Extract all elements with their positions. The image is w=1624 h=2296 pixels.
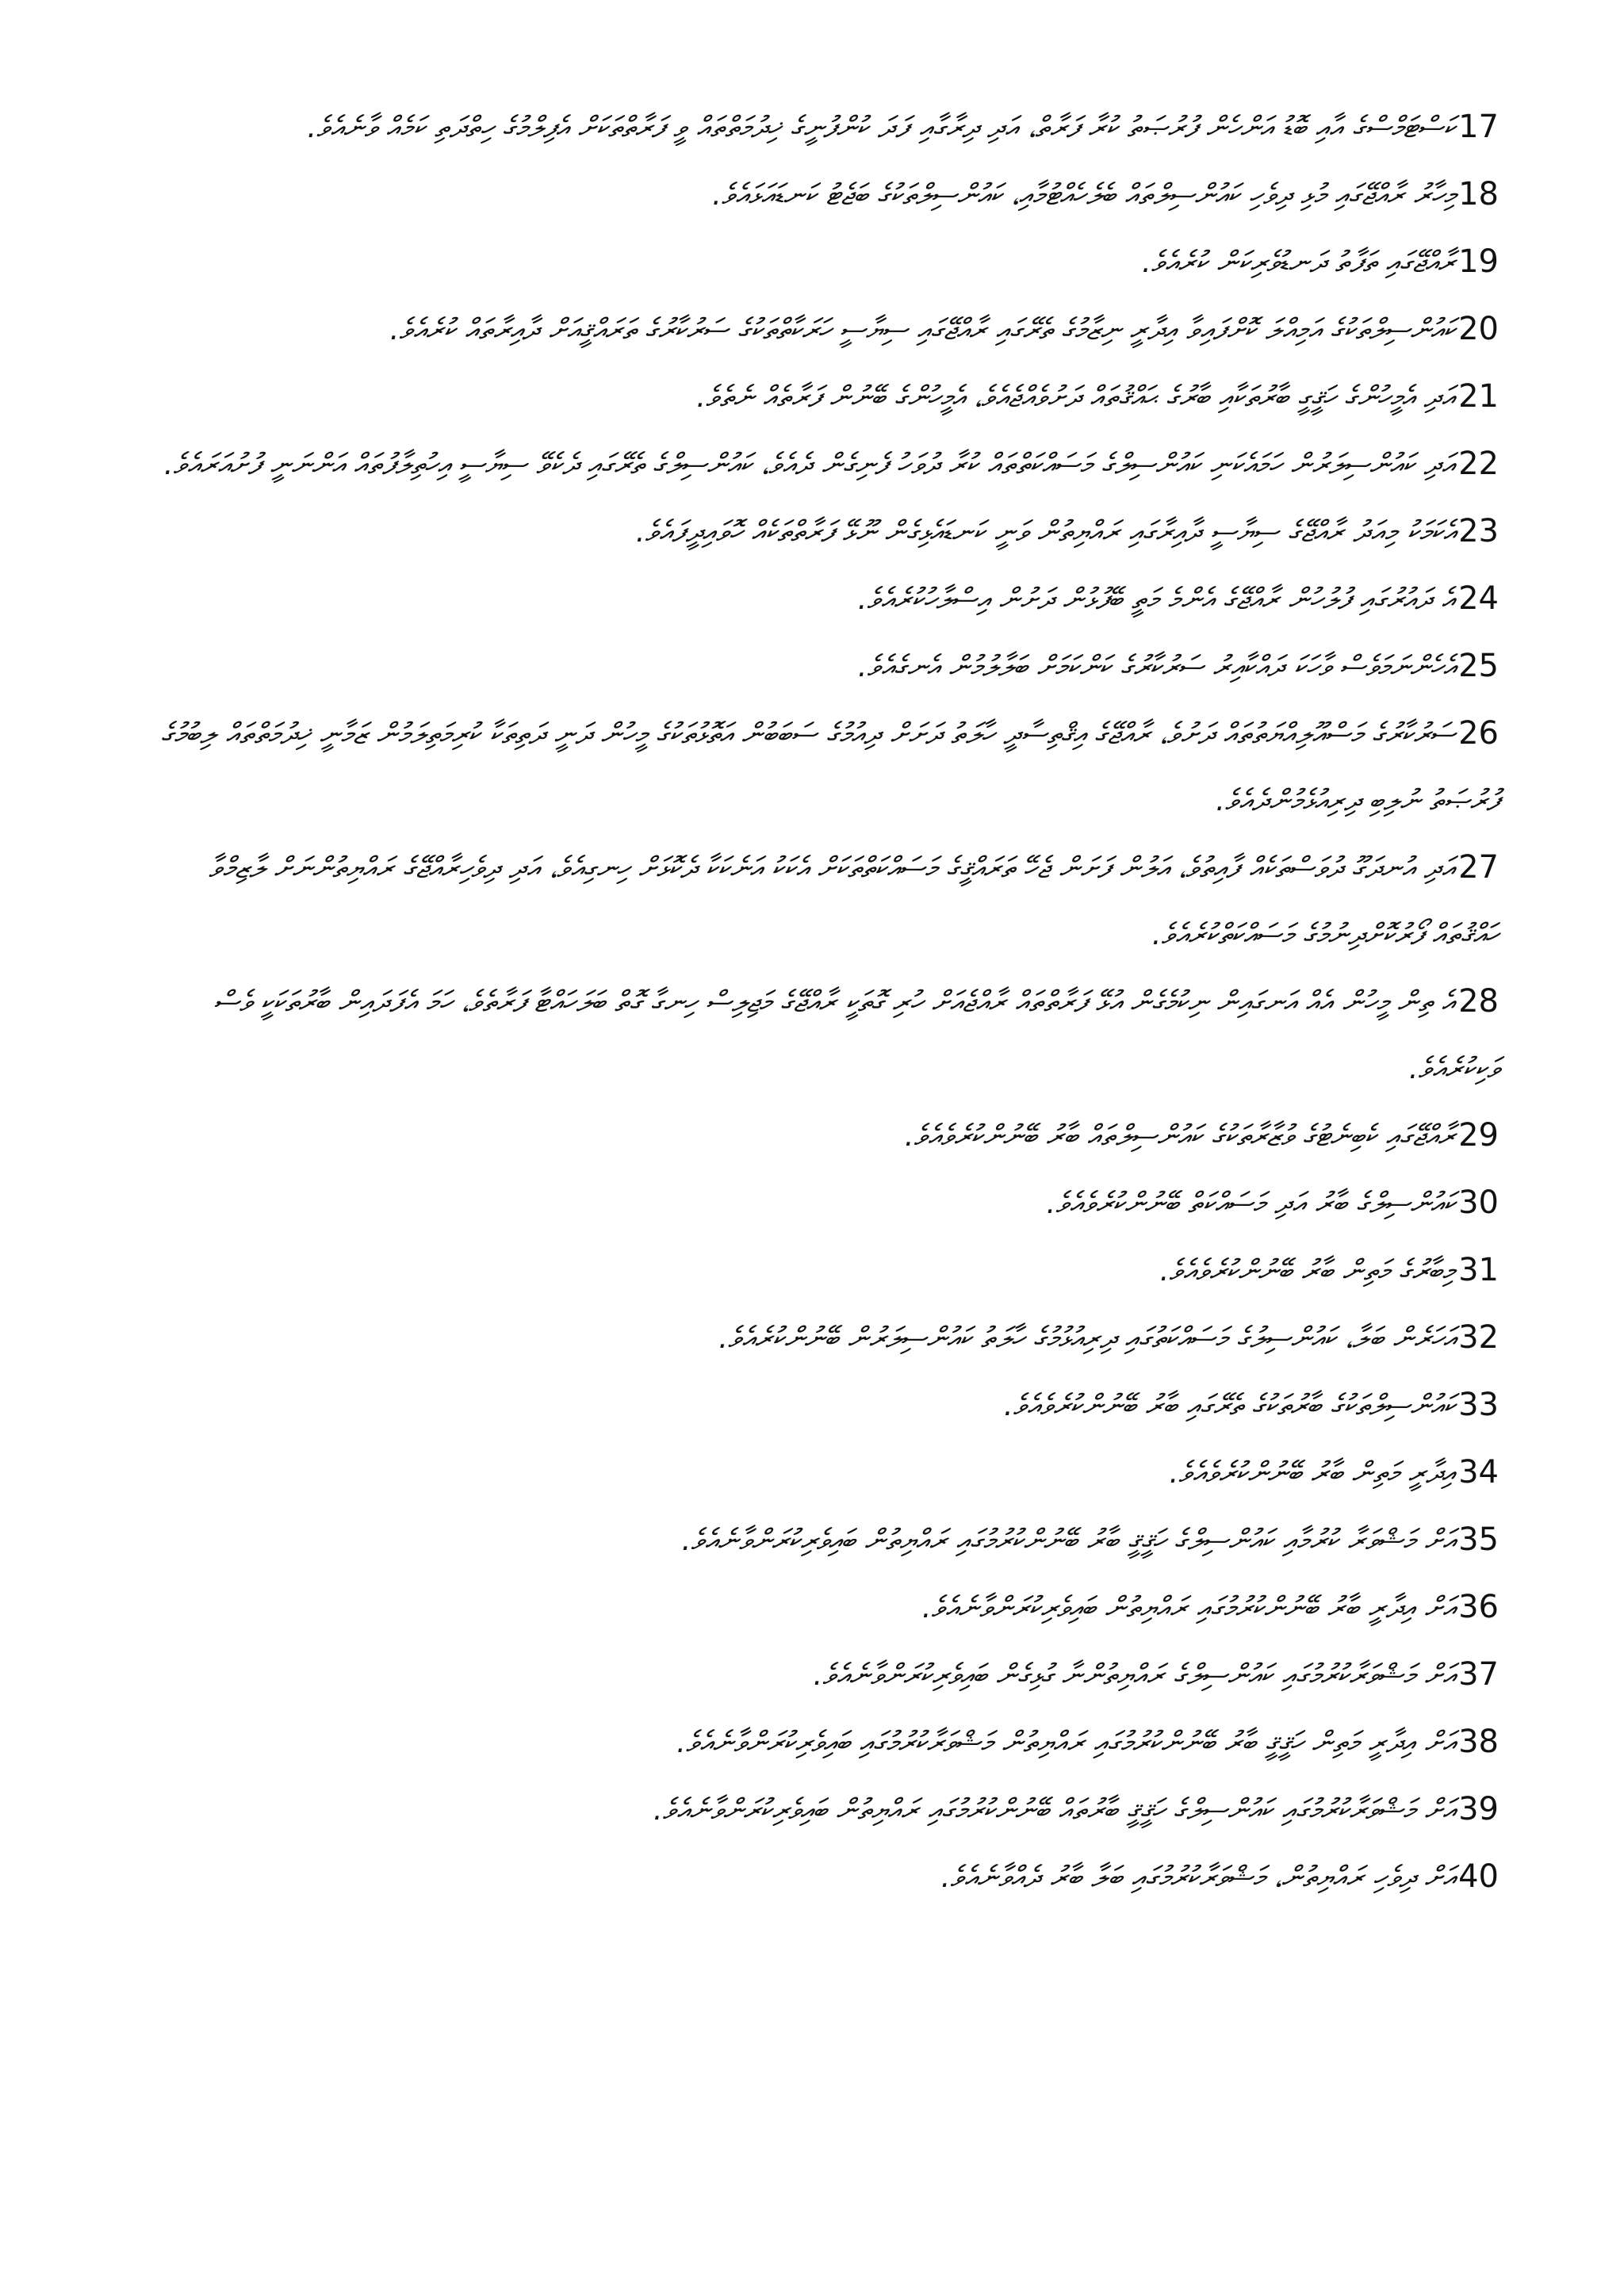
item-number: 39 (1458, 1791, 1499, 1827)
list-item (151, 1439, 1499, 1506)
list-item (151, 633, 1499, 700)
item-number: 35 (1458, 1521, 1499, 1558)
item-text: ކައުންސިލްތަކުގެ އަމިއްލަ ކޮށްފައިވާ އިދާރީ ނިޒާމުގެ ތެރޭގައި ރާއްޖޭގައި ސިޔާސީ ހަރަކާތްތަކުގެ ސަރުކާރުގެ ތަރައްޤީއަށް ދާއިރާތައް ކުރެއެވެ. (389, 312, 1456, 346)
list-item (151, 1574, 1499, 1641)
item-number: 27 (1458, 849, 1499, 886)
item-number: 31 (1458, 1252, 1499, 1288)
item-number: 36 (1458, 1589, 1499, 1625)
item-text: އަހަރެން ބަލާ، ކައުންސިލުގެ މަސައްކަތުގައި ދިރިއުޅުމުގެ ހާލަތު ކައުންސިލަރުން ބޭނުންކުރެއެވެ. (718, 1321, 1456, 1355)
item-number: 22 (1458, 446, 1499, 482)
list-item (151, 296, 1499, 363)
list-item (151, 498, 1499, 565)
list-item (151, 834, 1499, 968)
item-text: ރާއްޖޭގައި ތަފާތު ދަނޑުވެރިކަން ކުރެއެވެ. (1141, 245, 1456, 279)
item-number: 38 (1458, 1724, 1499, 1760)
item-number: 28 (1458, 983, 1499, 1020)
list-item (151, 1169, 1499, 1237)
item-number: 21 (1458, 378, 1499, 415)
item-text: އަށް މަޝްވަރާކުރުމުގައި ކައުންސިލްގެ ރައްޔިތުންނާ ގުޅިގެން ބައިވެރިކުރަންވާނެއެވެ. (813, 1658, 1456, 1692)
list-item (151, 968, 1499, 1102)
item-number: 29 (1458, 1117, 1499, 1154)
item-text: އަށް އިދާރީ މަތިން ހަޤީޤީ ބާރު ބޭނުންކުރުމުގައި ރައްޔިތުން މަޝްވަރާކުރުމުގައި ބައިވެރިކުރަންވާނެއެވެ. (676, 1725, 1456, 1759)
item-text: މިބާރުގެ މަތިން ބާރު ބޭނުންކުރެވެއެވެ. (1159, 1253, 1456, 1288)
item-number: 17 (1458, 109, 1499, 145)
item-text: އަދި އުނދަގޫ ދުވަސްތަކެއް ފާއިތުވެ، އަލުން ފަށަން ޖެހޭ ތަރައްޤީގެ މަސައްކަތްތަކަށް އެކަކު އަނެކަކާ ދެކޮޅަށް ހިނގިއެވެ، އަދި ދިވެހިރާއްޖޭގެ ރައްޔިތުންނަށް ލާޒިމްވާ ހައްޤުތައް ފޯރުކޮށްދިނުމުގެ މަސައްކަތްކުރެއެވެ. (209, 851, 1499, 951)
item-text: އެކަމަކު މިއަދު ރާއްޖޭގެ ސިޔާސީ ދާއިރާގައި ރައްޔިތުން ވަނީ ކަނޑައެޅިގެން ނޫޅޭ ފަރާތްތަކެއް ހޮވައިދީފައެވެ. (635, 515, 1456, 549)
item-text: ރާއްޖޭގައި ކެބިނެޓުގެ ވުޒާރާތަކުގެ ކައުންސިލްތައް ބާރު ބޭނުންކުރެވެއެވެ. (904, 1119, 1456, 1153)
item-text: އެ ދައުރުގައި ފުލުހުން ރާއްޖޭގެ އެންމެ މަތީ ބޭފުޅުން ދަށުން އިސްލާހުކުރެއެވެ. (857, 582, 1456, 616)
list-item (151, 1641, 1499, 1709)
item-text: އަށް މަޝްވަރާކުރުމުގައި ކައުންސިލްގެ ހަޤީޤީ ބާރުތައް ބޭނުންކުރުމުގައި ރައްޔިތުން ބައިވެރިކުރަންވާނެއެވެ. (653, 1793, 1456, 1827)
list-item (151, 1843, 1499, 1911)
item-number: 26 (1458, 715, 1499, 752)
item-text: އަދި އެމީހުންގެ ހަޤީގީ ބާރުތަކާއި ބާރުގެ ޙައްޤުތައް ދަށުވެއްޖެއެވެ، އެމީހުންގެ ބޭނުން ފަރާތެއް ނެތެވެ. (696, 380, 1456, 414)
item-number: 40 (1458, 1858, 1499, 1895)
item-text: ކަސްޓަމްސްގެ އާއި ބޮޑު އަންހެން ފުރުޞަތު ކުރާ ފަރާތް، އަދި ދިރާގާއި ފަދަ ކުންފުނީގެ ޚިދުމަތްތައް ވީ ފަރާތްތަކަށް އެފިލްމުގެ ހިތްދަތި ކަމެއް ވާނެއެވެ. (307, 110, 1456, 144)
list-item (151, 1237, 1499, 1304)
list-item (151, 1304, 1499, 1372)
item-text: މިހާރު ރާއްޖޭގައި މުޅި ދިވެހި ކައުންސިލްތައް ބެލެހެއްޓުމާއި، ކައުންސިލްތަކުގެ ބަޖެޓު ކަނޑައަޅައެވެ. (712, 178, 1456, 212)
item-number: 34 (1458, 1454, 1499, 1490)
item-text: އަށް އިދާރީ ބާރު ބޭނުންކުރުމުގައި ރައްޔިތުން ބައިވެރިކުރަންވާނެއެވެ. (921, 1590, 1456, 1624)
numbered-list (151, 94, 1499, 1911)
list-item (151, 1506, 1499, 1574)
list-item (151, 1102, 1499, 1169)
item-number: 25 (1458, 648, 1499, 684)
list-item (151, 94, 1499, 161)
item-number: 32 (1458, 1319, 1499, 1356)
item-number: 30 (1458, 1184, 1499, 1221)
list-item (151, 228, 1499, 296)
list-item (151, 1372, 1499, 1439)
item-text: އެހެންނަމަވެސް ވާހަކަ ދައްކާއިރު ސަރުކާރުގެ ކަންކަމަށް ބަލާލުމުން އެނގެއެވެ. (857, 649, 1456, 683)
list-item (151, 700, 1499, 834)
item-number: 24 (1458, 580, 1499, 617)
item-text: އިދާރީ މަތިން ބާރު ބޭނުންކުރެވެއެވެ. (1169, 1456, 1456, 1490)
item-text: ކައުންސިލްގެ ބާރު އަދި މަސައްކަތް ބޭނުންކުރެވެއެވެ. (1046, 1186, 1456, 1220)
list-item (151, 1776, 1499, 1843)
list-item (151, 565, 1499, 633)
list-item (151, 363, 1499, 430)
item-text: އަށް ދިވެހި ރައްޔިތުން، މަޝްވަރާކުރުމުގައި ބަލާ ބާރު ދެއްވާނެއެވެ. (940, 1860, 1456, 1894)
item-number: 19 (1458, 243, 1499, 280)
item-text: އަށް މަޝްވަރާ ކުރުމާއި ކައުންސިލްގެ ހަޤީޤީ ބާރު ބޭނުންކުރުމުގައި ރައްޔިތުން ބައިވެރިކުރަންވާނެއެވެ. (681, 1523, 1456, 1557)
item-text: އަދި ކައުންސިލަރުން ހަމައެކަނި ކައުންސިލްގެ މަސައްކަތްތައް ކުރާ ދުވަހު ފެނިގެން ދެއެވެ، ކައުންސިލްގެ ތެރޭގައި ދެކެވޭ ސިޔާސީ އިހުތިލާފުތައް އަންނަނީ ފުށުއަރައެވެ. (163, 447, 1456, 481)
item-number: 23 (1458, 513, 1499, 549)
item-text: އެ ތިން މީހުން އެއް އަނގައިން ނިކުމެގެން އުޅޭ ފަރާތްތައް ރާއްޖެއަށް ހުރި ގޮތަކީ ރާއްޖޭގެ މަޖިލިސް ހިނގާ ގޮތް ބަލަހައްޓާ ފަރާތެވެ، ހަމަ އެފަދައިން ބާރުތަކަކީ ވެސް ވަކިކުރެއެވެ. (213, 985, 1499, 1085)
list-item (151, 1709, 1499, 1776)
item-number: 37 (1458, 1656, 1499, 1693)
item-text: ސަރުކާރުގެ މަސްއޫލިއްޔަތުތައް ދަށުވެ، ރާއްޖޭގެ އިޤްތިސާދީ ހާލަތު ދަށަށް ދިއުމުގެ ސަބަބުން އަތޮޅުތަކުގެ މީހުން ދަނީ ދަތިތަކާ ކުރިމަތިލަމުން ޒަމާނީ ޚިދުމަތްތައް ލިބުމުގެ ފުރުޞަތު ނުލިބި ދިރިއުޅެމުންދެއެވެ. (160, 717, 1499, 817)
item-text: ކައުންސިލްތަކުގެ ބާރުތަކުގެ ތެރޭގައި ބާރު ބޭނުންކުރެވެއެވެ. (1003, 1388, 1456, 1422)
list-item (151, 161, 1499, 228)
list-item (151, 430, 1499, 498)
item-number: 20 (1458, 311, 1499, 347)
item-number: 33 (1458, 1387, 1499, 1423)
item-number: 18 (1458, 176, 1499, 212)
